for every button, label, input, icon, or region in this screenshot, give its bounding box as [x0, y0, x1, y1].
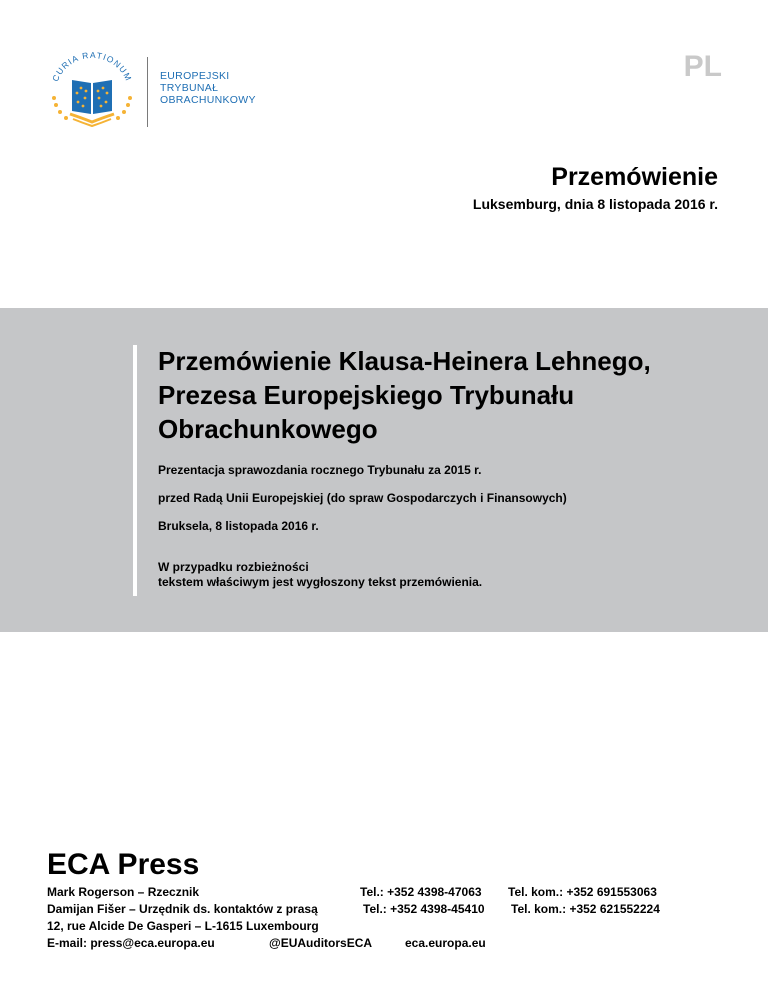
eca-logo-book-stars-icon — [42, 52, 142, 128]
speech-subtitle-2: przed Radą Unii Europejskiej (do spraw Gospodarczych i Finansowych) — [158, 491, 567, 505]
speech-band-rule — [133, 345, 137, 596]
press-website-link[interactable]: eca.europa.eu — [405, 936, 486, 950]
logo-motto: CURIA RATIONUM — [50, 52, 134, 83]
contact-mobile: Tel. kom.: +352 691553063 — [508, 885, 657, 899]
press-twitter-link[interactable]: @EUAuditorsECA — [269, 936, 373, 950]
document-place-date: Luksemburg, dnia 8 listopada 2016 r. — [472, 196, 718, 212]
svg-text:CURIA RATIONUM — [50, 52, 134, 83]
speech-title: Przemówienie Klausa-Heinera Lehnego, Prezesa Europejskiego Trybunału Obrachunkowego — [158, 346, 651, 444]
press-address: 12, rue Alcide De Gasperi – L-1615 Luxembourg — [47, 919, 319, 933]
speech-subtitle-3: Bruksela, 8 listopada 2016 r. — [158, 519, 319, 533]
org-name-line-3: OBRACHUNKOWY — [160, 94, 256, 106]
language-code: PL — [683, 50, 722, 83]
contact-mobile: Tel. kom.: +352 621552224 — [511, 902, 660, 916]
contact-name: Damijan Fišer – Urzędnik ds. kontaktów z prasą — [47, 902, 318, 916]
logo-divider — [147, 57, 148, 127]
org-name-line-2: TRYBUNAŁ — [160, 82, 219, 94]
document-type: Przemówienie — [551, 163, 718, 191]
org-name-line-1: EUROPEJSKI — [160, 70, 230, 82]
press-email-link[interactable]: E-mail: press@eca.europa.eu — [47, 936, 215, 950]
contact-tel: Tel.: +352 4398-47063 — [360, 885, 482, 899]
speech-note — [158, 560, 482, 590]
speech-note-line-2: tekstem właściwym jest wygłoszony tekst przemówienia. — [158, 575, 483, 589]
eca-logo — [42, 52, 142, 128]
press-title: ECA Press — [47, 848, 200, 881]
contact-tel: Tel.: +352 4398-45410 — [363, 902, 485, 916]
contact-name: Mark Rogerson – Rzecznik — [47, 885, 200, 899]
organization-name — [160, 70, 256, 106]
speech-note-line-1: W przypadku rozbieżności — [158, 560, 309, 574]
speech-subtitle-1: Prezentacja sprawozdania rocznego Trybunału za 2015 r. — [158, 463, 482, 477]
